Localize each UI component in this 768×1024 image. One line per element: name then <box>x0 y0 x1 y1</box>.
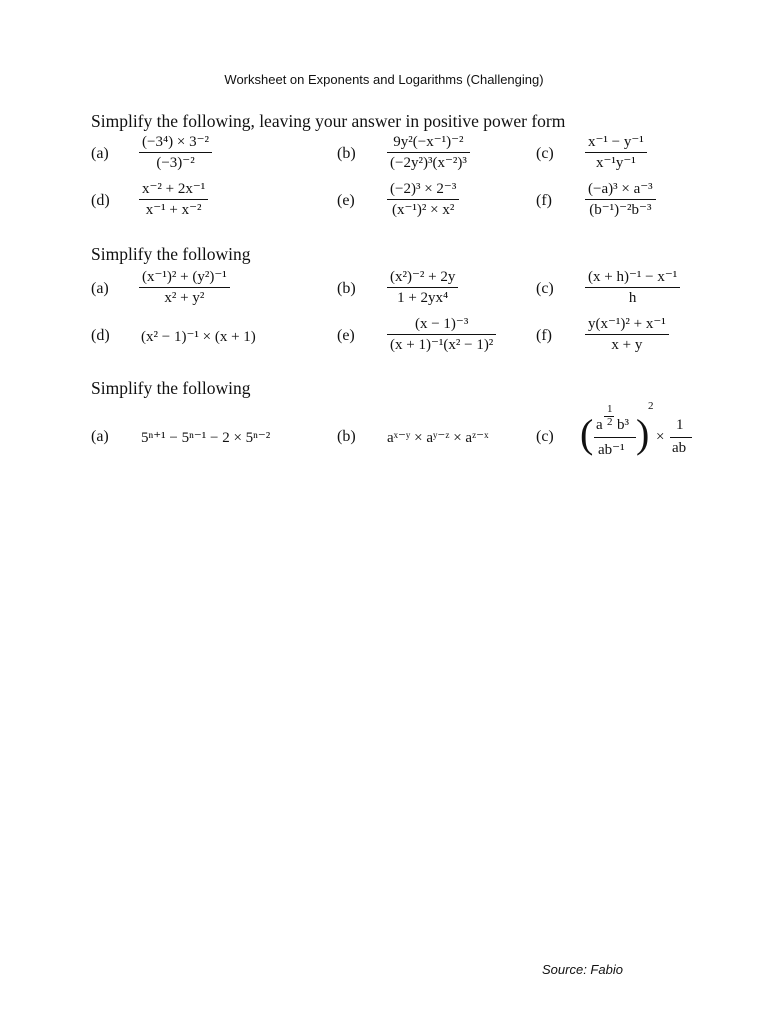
fraction-bar <box>670 437 692 438</box>
s1-e-numerator: (−2)³ × 2⁻³ <box>390 181 457 197</box>
s2-e-label: (e) <box>337 327 355 344</box>
s1-d-denominator: x⁻¹ + x⁻² <box>145 202 202 218</box>
s3-c-exp-denominator: 2 <box>607 416 613 428</box>
s3-c-label: (c) <box>536 428 554 445</box>
s2-d-label: (d) <box>91 327 110 344</box>
s2-a-fraction <box>139 268 230 307</box>
section-1-heading: Simplify the following, leaving your answer in positive power form <box>91 111 566 131</box>
section-3-heading: Simplify the following <box>91 378 251 398</box>
s2-b-denominator: 1 + 2yx⁴ <box>397 290 449 306</box>
source-credit: Source: Fabio <box>542 962 623 977</box>
s2-f-denominator: x + y <box>611 337 643 353</box>
s2-f-label: (f) <box>536 327 552 344</box>
s3-c-frac-denominator: ab <box>672 440 687 456</box>
s2-a-denominator: x² + y² <box>164 290 205 306</box>
s2-c-fraction <box>585 268 680 307</box>
s3-b-expression: aˣ⁻ʸ × aʸ⁻ᶻ × aᶻ⁻ˣ <box>387 430 489 446</box>
s1-f-fraction <box>585 180 656 219</box>
s1-b-denominator: (−2y²)³(x⁻²)³ <box>390 155 467 171</box>
s1-b-label: (b) <box>337 145 356 162</box>
s1-f-numerator: (−a)³ × a⁻³ <box>588 181 653 197</box>
s2-f-fraction <box>585 315 669 354</box>
s2-c-denominator: h <box>628 290 637 306</box>
s1-a-fraction <box>139 133 212 172</box>
s2-c-numerator: (x + h)⁻¹ − x⁻¹ <box>588 269 678 285</box>
s2-b-numerator: (x²)⁻² + 2y <box>390 269 456 285</box>
s3-c-num-base-a: a <box>596 417 603 433</box>
s2-e-denominator: (x + 1)⁻¹(x² − 1)² <box>390 337 494 353</box>
s3-c-outer-exponent: 2 <box>648 400 654 412</box>
s2-e-fraction <box>387 315 496 354</box>
fraction-bar <box>594 437 636 438</box>
s2-a-label: (a) <box>91 280 109 297</box>
s3-c-exp-numerator: 1 <box>607 403 613 415</box>
s3-c-frac-numerator: 1 <box>676 417 684 433</box>
s1-d-numerator: x⁻² + 2x⁻¹ <box>142 181 206 197</box>
s1-a-numerator: (−3⁴) × 3⁻² <box>142 134 210 150</box>
s1-a-denominator: (−3)⁻² <box>156 155 195 171</box>
s3-c-denominator: ab⁻¹ <box>598 442 625 458</box>
s1-b-fraction <box>387 133 470 172</box>
s3-a-label: (a) <box>91 428 109 445</box>
s1-d-label: (d) <box>91 192 110 209</box>
s2-d-expression: (x² − 1)⁻¹ × (x + 1) <box>141 329 256 345</box>
section-2-heading: Simplify the following <box>91 244 251 264</box>
s1-a-label: (a) <box>91 145 109 162</box>
s2-c-label: (c) <box>536 280 554 297</box>
s1-c-numerator: x⁻¹ − y⁻¹ <box>588 134 644 150</box>
s2-b-label: (b) <box>337 280 356 297</box>
s1-c-label: (c) <box>536 145 554 162</box>
s1-b-numerator: 9y²(−x⁻¹)⁻² <box>393 134 464 150</box>
s2-e-numerator: (x − 1)⁻³ <box>414 316 469 332</box>
s1-f-denominator: (b⁻¹)⁻²b⁻³ <box>589 202 652 218</box>
worksheet-title: Worksheet on Exponents and Logarithms (Challenging) <box>224 72 544 87</box>
s1-e-label: (e) <box>337 192 355 209</box>
times-sign: × <box>656 429 665 445</box>
s3-a-expression: 5ⁿ⁺¹ − 5ⁿ⁻¹ − 2 × 5ⁿ⁻² <box>141 430 271 446</box>
s3-b-label: (b) <box>337 428 356 445</box>
s2-f-numerator: y(x⁻¹)² + x⁻¹ <box>588 316 666 332</box>
s1-c-fraction <box>585 133 647 172</box>
s2-b-fraction <box>387 268 458 307</box>
s3-c-num-b: b³ <box>617 417 629 433</box>
right-paren: ) <box>636 411 650 456</box>
left-paren: ( <box>580 411 594 456</box>
s1-e-fraction <box>387 180 459 219</box>
s2-a-numerator: (x⁻¹)² + (y²)⁻¹ <box>142 269 227 285</box>
s1-e-denominator: (x⁻¹)² × x² <box>391 202 455 218</box>
s1-f-label: (f) <box>536 192 552 209</box>
s1-c-denominator: x⁻¹y⁻¹ <box>595 155 636 171</box>
s1-d-fraction <box>139 180 208 219</box>
